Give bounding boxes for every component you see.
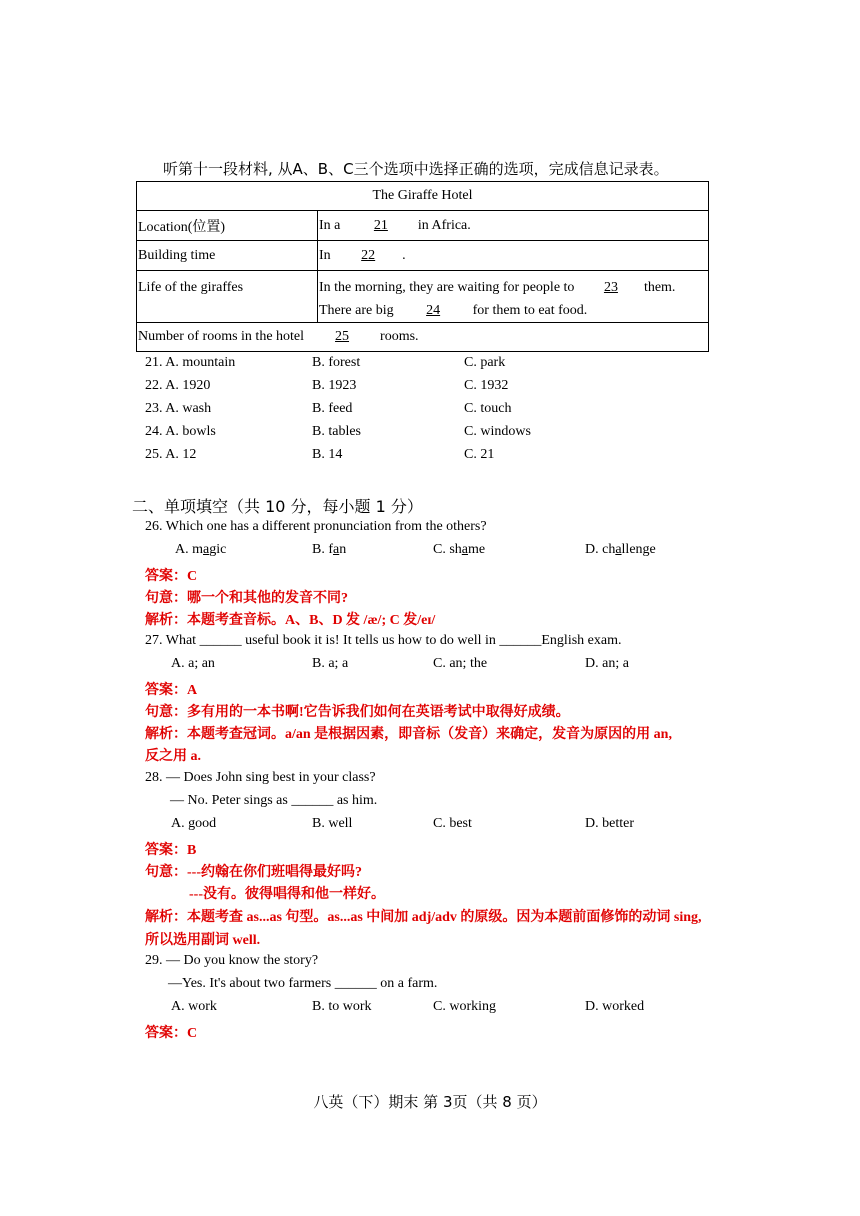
table-title: The Giraffe Hotel — [137, 182, 709, 211]
q28-analysis-line2: 所以选用副词 well. — [145, 933, 261, 948]
q26-option-a: A. magic — [175, 542, 227, 557]
q27-answer: 答案：A — [145, 683, 198, 698]
option-25a: 25. A. 12 — [145, 447, 197, 462]
q28-option-c: C. best — [433, 816, 472, 831]
option-21a: 21. A. mountain — [145, 355, 236, 370]
row-label-location: Location(位置) — [137, 211, 318, 241]
q27-stem: 27. What ______ useful book it is! It tells us how to do well in ______English exam. — [145, 633, 622, 648]
option-23c: C. touch — [464, 401, 512, 416]
blank-21: 21 — [373, 217, 388, 233]
giraffe-hotel-table — [136, 181, 709, 352]
option-24c: C. windows — [464, 424, 531, 439]
q29-option-d: D. worked — [585, 999, 645, 1014]
blank-22: 22 — [361, 247, 376, 263]
q26-meaning: 句意：哪一个和其他的发音不同? — [145, 591, 348, 606]
q27-meaning: 句意：多有用的一本书啊!它告诉我们如何在英语考试中取得好成绩。 — [145, 705, 570, 720]
q26-option-b: B. fan — [312, 542, 347, 557]
q29-option-b: B. to work — [312, 999, 372, 1014]
row-rooms: Number of rooms in the hotel 25 rooms. — [137, 323, 709, 352]
q29-option-a: A. work — [171, 999, 217, 1014]
row-label-building-time: Building time — [137, 241, 318, 271]
option-25c: C. 21 — [464, 447, 495, 462]
q29-option-c: C. working — [433, 999, 496, 1014]
option-22b: B. 1923 — [312, 378, 357, 393]
row-value-building-time: In 22 . — [318, 241, 709, 271]
option-24a: 24. A. bowls — [145, 424, 216, 439]
q29-stem-2: —Yes. It's about two farmers ______ on a farm. — [168, 976, 438, 991]
option-25b: B. 14 — [312, 447, 343, 462]
row-label-giraffe-life: Life of the giraffes — [137, 271, 318, 323]
q28-option-a: A. good — [171, 816, 217, 831]
row-value-location: In a 21 in Africa. — [318, 211, 709, 241]
q29-stem-1: 29. — Do you know the story? — [145, 953, 319, 968]
q26-option-d: D. challenge — [585, 542, 656, 557]
blank-24: 24 — [426, 303, 441, 318]
blank-23: 23 — [603, 280, 618, 295]
option-22a: 22. A. 1920 — [145, 378, 211, 393]
option-23b: B. feed — [312, 401, 353, 416]
q28-analysis-line1: 解析：本题考查 as...as 句型。as...as 中间加 adj/adv 的原级。因为本题前面修饰的动词 sing, — [145, 910, 702, 925]
q28-option-d: D. better — [585, 816, 634, 831]
q27-option-d: D. an; a — [585, 656, 629, 671]
blank-25: 25 — [335, 329, 350, 344]
q27-analysis-line2: 反之用 a. — [145, 749, 201, 764]
section2-title: 二、单项填空（共 10 分，每小题 1 分） — [132, 497, 423, 516]
q28-meaning-2: ---没有。彼得唱得和他一样好。 — [189, 887, 385, 902]
q26-option-c: C. shame — [433, 542, 486, 557]
listening-instruction: 听第十一段材料, 从A、B、C三个选项中选择正确的选项，完成信息记录表。 — [163, 160, 669, 178]
q27-option-b: B. a; a — [312, 656, 349, 671]
option-21c: C. park — [464, 355, 506, 370]
q28-stem-1: 28. — Does John sing best in your class? — [145, 770, 376, 785]
q27-option-c: C. an; the — [433, 656, 488, 671]
q28-answer: 答案：B — [145, 843, 197, 858]
option-23a: 23. A. wash — [145, 401, 212, 416]
q26-answer: 答案：C — [145, 569, 198, 584]
q26-analysis: 解析：本题考查音标。A、B、D 发 /æ/; C 发/eɪ/ — [145, 613, 436, 628]
q28-meaning-1: 句意：---约翰在你们班唱得最好吗? — [145, 865, 362, 880]
page-footer: 八英（下）期末 第 3页（共 8 页） — [313, 1093, 547, 1111]
option-22c: C. 1932 — [464, 378, 509, 393]
q27-analysis-line1: 解析：本题考查冠词。a/an 是根据因素，即音标（发音）来确定，发音为原因的用 an, — [145, 727, 672, 742]
option-24b: B. tables — [312, 424, 361, 439]
q26-stem: 26. Which one has a different pronunciation from the others? — [145, 519, 487, 534]
q28-option-b: B. well — [312, 816, 353, 831]
q27-option-a: A. a; an — [171, 656, 215, 671]
q28-stem-2: — No. Peter sings as ______ as him. — [170, 793, 378, 808]
row-value-giraffe-life: In the morning, they are waiting for people to 23 them. There are big 24 for them to eat food. — [318, 271, 709, 323]
option-21b: B. forest — [312, 355, 361, 370]
q29-answer: 答案：C — [145, 1026, 198, 1041]
